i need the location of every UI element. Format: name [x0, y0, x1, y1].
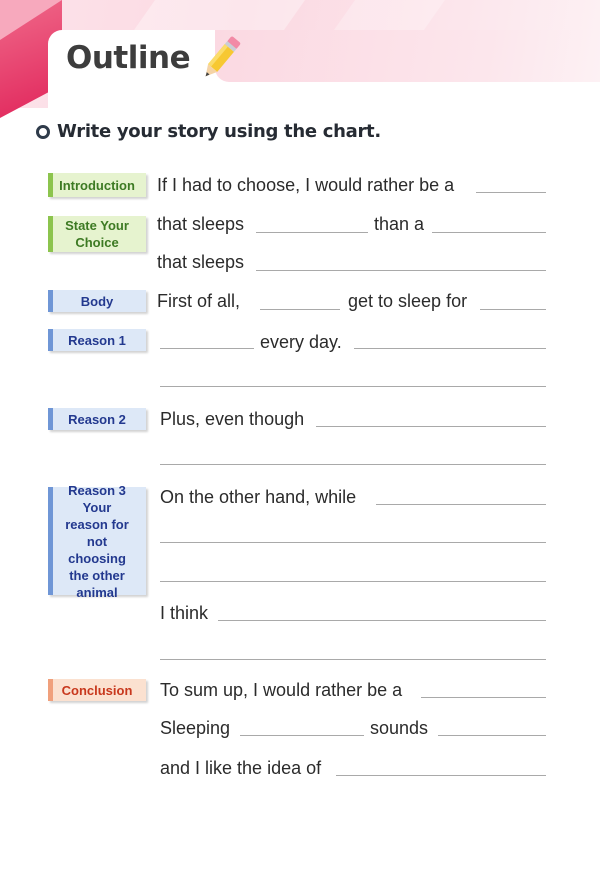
page-title: Outline — [66, 40, 191, 76]
blank-reason1-line2[interactable] — [160, 386, 546, 387]
instruction-text: Write your story using the chart. — [57, 121, 381, 142]
label-reason-3: Reason 3 Your reason for not choosing the other animal — [48, 487, 146, 595]
blank-sleep-place-1[interactable] — [256, 232, 368, 233]
blank-subject[interactable] — [260, 309, 340, 310]
intro-text: If I had to choose, I would rather be a — [157, 175, 455, 195]
blank-reason1-start[interactable] — [160, 348, 254, 349]
pencil-icon — [193, 30, 249, 86]
blank-reason1[interactable] — [354, 348, 546, 349]
other-hand-text: On the other hand, while — [160, 487, 357, 507]
first-of-all-text: First of all, — [157, 291, 241, 311]
blank-reason3-line3[interactable] — [160, 581, 546, 582]
blank-sleeping-place[interactable] — [240, 735, 364, 736]
blank-conclusion-animal[interactable] — [421, 697, 546, 698]
that-sleeps-text: that sleeps — [157, 214, 245, 234]
blank-opinion-line2[interactable] — [160, 659, 546, 660]
i-think-text: I think — [160, 603, 209, 623]
header-band — [215, 30, 600, 82]
blank-hours[interactable] — [480, 309, 546, 310]
than-a-text: than a — [374, 214, 425, 234]
label-reason-1: Reason 1 — [48, 329, 146, 351]
sleeping-text: Sleeping — [160, 718, 231, 738]
blank-animal-2[interactable] — [432, 232, 546, 233]
blank-idea[interactable] — [336, 775, 546, 776]
that-sleeps-text: that sleeps — [157, 252, 245, 272]
label-conclusion: Conclusion — [48, 679, 146, 701]
idea-of-text: and I like the idea of — [160, 758, 322, 778]
label-state-choice: State Your Choice — [48, 216, 146, 252]
blank-sounds[interactable] — [438, 735, 546, 736]
label-body: Body — [48, 290, 146, 312]
sounds-text: sounds — [370, 718, 429, 738]
blank-opinion[interactable] — [218, 620, 546, 621]
blank-reason3-line2[interactable] — [160, 542, 546, 543]
blank-reason2[interactable] — [316, 426, 546, 427]
label-reason-2: Reason 2 — [48, 408, 146, 430]
blank-sleep-place-2[interactable] — [256, 270, 546, 271]
blank-reason2-line2[interactable] — [160, 464, 546, 465]
instruction — [36, 121, 381, 142]
blank-animal-1[interactable] — [476, 192, 546, 193]
sum-up-text: To sum up, I would rather be a — [160, 680, 403, 700]
label-introduction: Introduction — [48, 173, 146, 197]
get-to-sleep-text: get to sleep for — [348, 291, 468, 311]
ring-bullet-icon — [36, 125, 50, 139]
plus-text: Plus, even though — [160, 409, 305, 429]
every-day-text: every day. — [260, 332, 342, 352]
blank-reason3[interactable] — [376, 504, 546, 505]
